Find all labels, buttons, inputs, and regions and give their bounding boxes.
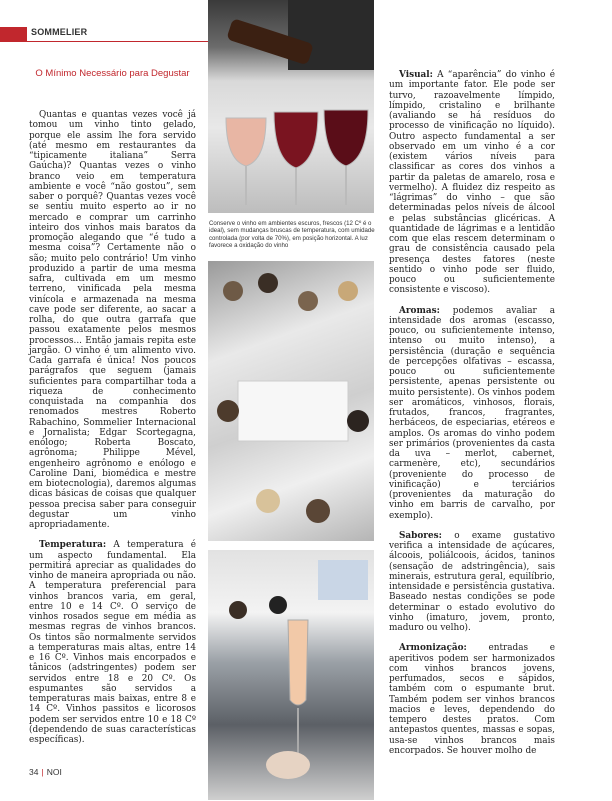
paragraph-sabores xyxy=(389,531,555,634)
paragraph-text: podemos avaliar a intensidade dos aromas (escasso, pouco, ou suficientemente intenso, intenso ou muito intenso), a persistência (duração e sequência de percepções olfativas – escassa, pouco ou suficientemente persistente, apenas persistente ou muito persistente). Os vinhos podem ser aromáticos, vinhosos, florais, frutados, francos, fragrantes, herbáceos, de especiarias, etéreos e amplos. Os aromas do vinho podem ser primários (provenientes da casta da uva – merlot, cabernet, carmenère, etc), secundários (proveniente do processo de vinificação) e terciários (provenientes da maturação do vinho em barris de carvalho, por exemplo). xyxy=(389,305,555,521)
tasting-table-illustration xyxy=(208,261,374,541)
paragraph-lead: Temperatura: xyxy=(39,540,107,551)
page-number: 34 xyxy=(29,767,39,777)
magazine-name: NOI xyxy=(46,767,62,777)
sparkling-glass-illustration xyxy=(208,550,374,800)
header-rule xyxy=(27,41,208,42)
wine-glasses-illustration xyxy=(208,0,374,213)
tasting-class-photo xyxy=(208,261,374,541)
photo-caption: Conserve o vinho em ambientes escuros, frescos (12 Cº é o ideal), sem mudanças bruscas de temperatura, com umidade controlada (por volta de 70%), em posição horizontal. A luz favorece a oxidação do vinho xyxy=(209,220,375,250)
paragraph-intro xyxy=(29,110,196,530)
paragraph-text: entradas e aperitivos podem ser harmonizados com vinhos brancos jovens, perfumados, secos e sápidos, também com o espumante brut. Também podem ser vinhos brancos macios e leves, dependendo do tempero destes pratos. Com antepastos quentes, massas e sopas, usa-se vinhos brancos mais encorpados. Se houver molho de xyxy=(389,643,555,756)
paragraph-text: o exame gustativo verifica a intensidade de açúcares, álcoois, poliálcoois, ácidos, taninos (sensação de adstringência), sais minerais, estrutura geral, equilíbrio, intensidade e persistência gustativa. Baseado nestas condições se pode determinar o estado evolutivo do vinho (imaturo, jovem, pronto, maduro ou velho). xyxy=(389,530,555,633)
paragraph-visual xyxy=(389,70,555,296)
sparkling-wine-photo xyxy=(208,550,374,800)
paragraph-text: A temperatura é um aspecto fundamental. Ela permitirá apreciar as qualidades do vinho de maneira apropriada ou não. A temperatura preferencial para vinhos brancos varia, em geral, entre 10 e 14 Cº. O serviço de vinhos rosados segue em média as mesmas regras de vinhos brancos. Os tintos são normalmente servidos a temperaturas mais altas, entre 14 e 16 Cº. Vinhos mais encorpados e tânicos (adstringentes) podem ser servidos entre 18 e 20 Cº. Os espumantes são servidos a temperaturas mais baixas, entre 8 e 14 Cº. Vinhos passitos e licorosos podem ser servidos entre 10 e 18 Cº (dependendo de suas características específicas). xyxy=(29,540,196,745)
paragraph-lead: Sabores: xyxy=(399,530,442,541)
paragraph-temperatura xyxy=(29,540,196,745)
paragraph-text: A “aparência” do vinho é um importante fator. Ele pode ser turvo, razoavelmente límpido, límpido, cristalino e brilhante (avaliando se há resíduos do processo de vinificação no líquido). Outro aspecto fundamental a ser observado em um vinho é a cor (existem vários níveis para classificar as cores dos vinhos a partir da paletas de amarelo, rosa e vermelho). A fluidez diz respeito as “lágrimas” do vinho – que são determinadas pelos níveis de álcool e pelas substâncias glicéricas. A quantidade de lágrimas e a lentidão com que elas rescem determinam o grau de consistência causado pela presença destes fatores (neste sentido o vinho pode ser fluido, pouco ou suficientemente consistente e viscoso). xyxy=(389,70,555,296)
text-column-right xyxy=(389,70,555,756)
paragraph-lead: Visual: xyxy=(399,70,433,80)
paragraph-text: Quantas e quantas vezes você já tomou um vinho tinto gelado, porque ele assim lhe fora servido (até mesmo em restaurantes da “tipicamente italiana” Serra Gaúcha)? Quantas vezes o vinho branco veio em temperatura ambiente e você “não gostou”, sem saber o porquê? Quantas vezes você se sentiu muito esperto ao ir no mercado e comprar um carrinho inteiro dos vinhos mais baratos da promoção alegando que “é tudo a mesma coisa”? Certamente não o são; muito pelo contrário! Um vinho produzido a partir de uma mesma safra, cultivada em um mesmo terreno, vinificada pela mesma vinícola e armazenada na mesma cave pode ser diferente, ao sacar a rolha, do que outra garrafa que passou exatamente pelos mesmos processos... Então jamais repita este jargão. O vinho é um alimento vivo. Cada garrafa é única! Nos poucos parágrafos que seguem (jamais suficientes para compartilhar toda a riqueza de conhecimento conquistada na companhia dos renomados mestres Roberto Rabachino, Sommelier Internacional e Jornalista; Edgar Scortegagna, enólogo; Roberta Boscato, agrônoma; Philippe Mével, engenheiro agrônomo e enólogo e Caroline Dani, biomédica e mestre em biotecnologia), daremos algumas dicas básicas de coisas que qualquer pessoa precisa saber para conseguir degustar um vinho apropriadamente. xyxy=(29,110,196,530)
paragraph-armonizacao xyxy=(389,643,555,756)
paragraph-lead: Armonização: xyxy=(399,643,467,654)
section-color-tab xyxy=(0,27,27,42)
paragraph-lead: Aromas: xyxy=(399,305,440,316)
text-column-left xyxy=(29,110,196,745)
article-title: O Mínimo Necessário para Degustar xyxy=(35,68,190,79)
wine-pouring-photo xyxy=(208,0,374,213)
page-footer: 34 | NOI xyxy=(29,767,62,777)
paragraph-aromas xyxy=(389,306,555,521)
section-label: SOMMELIER xyxy=(31,27,88,37)
